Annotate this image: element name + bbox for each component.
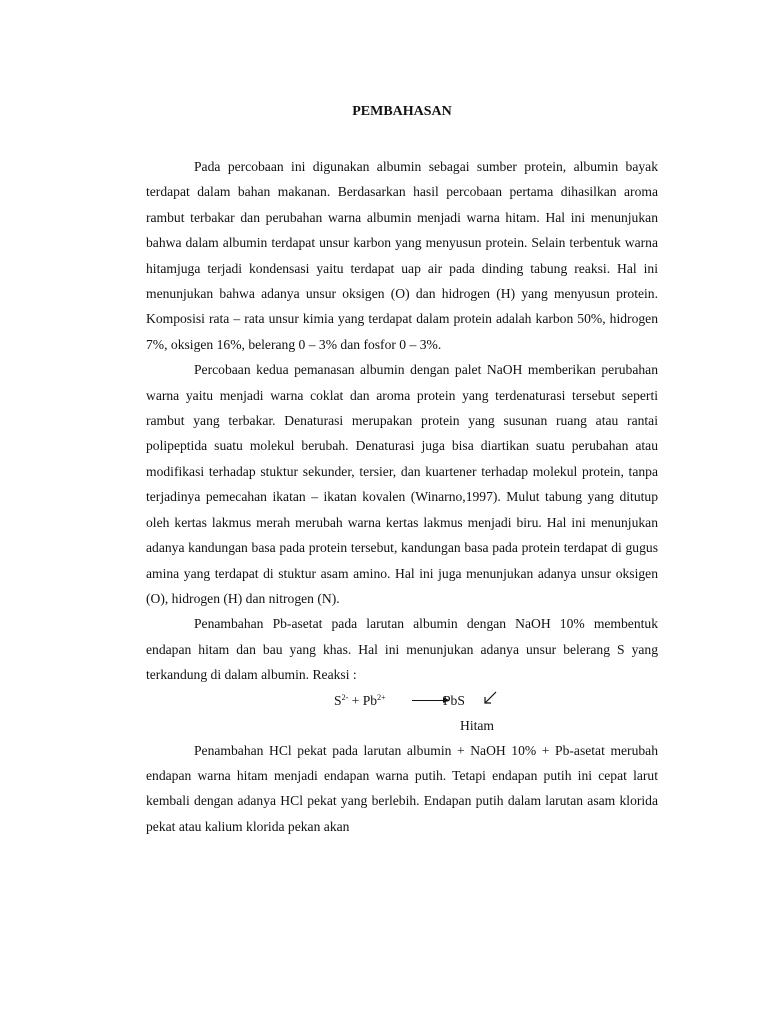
document-page bbox=[146, 100, 658, 839]
reaction-product: PbS bbox=[443, 692, 465, 708]
precipitate-label-row bbox=[146, 713, 658, 738]
lead-charge: 2+ bbox=[377, 692, 386, 702]
reaction-reactants bbox=[334, 688, 386, 713]
precipitate-arrow-icon bbox=[482, 690, 498, 706]
plus-sign: + bbox=[348, 692, 363, 708]
page-title: PEMBAHASAN bbox=[352, 104, 452, 119]
reaction-equation bbox=[146, 688, 658, 713]
precipitate-label: Hitam bbox=[460, 717, 494, 733]
paragraph-3: Penambahan Pb-asetat pada larutan albumin dengan NaOH 10% membentuk endapan hitam dan bau yang khas. Hal ini menunjukan adanya unsur belerang S yang terkandung di dalam albumin. Reaksi : bbox=[146, 616, 658, 683]
sulfur-symbol: S bbox=[334, 692, 342, 708]
lead-symbol: Pb bbox=[362, 692, 378, 708]
paragraph-1: Pada percobaan ini digunakan albumin sebagai sumber protein, albumin bayak terdapat dalam bahan makanan. Berdasarkan hasil percobaan pertama dihasilkan aroma rambut terbakar dan perubahan warna albumin menjadi warna hitam. Hal ini menunjukan bahwa dalam albumin terdapat unsur karbon yang menyusun protein. Selain terbentuk warna hitamjuga terjadi kondensasi yaitu terdapat uap air pada dinding tabung reaksi. Hal ini menunjukan bahwa adanya unsur oksigen (O) dan hidrogen (H) yang menyusun protein. Komposisi rata – rata unsur kimia yang terdapat dalam protein adalah karbon 50%, hidrogen 7%, oksigen 16%, belerang 0 – 3% dan fosfor 0 – 3%. bbox=[146, 159, 658, 352]
paragraph-4: Penambahan HCl pekat pada larutan albumin + NaOH 10% + Pb-asetat merubah endapan warna hitam menjadi endapan warna putih. Tetapi endapan putih ini cepat larut kembali dengan adanya HCl pekat yang berlebih. Endapan putih dalam larutan asam klorida pekat atau kalium klorida pekan akan bbox=[146, 742, 658, 834]
paragraph-2: Percobaan kedua pemanasan albumin dengan palet NaOH memberikan perubahan warna yaitu menjadi warna coklat dan aroma protein yang terdenaturasi tersebut seperti rambut yang terbakar. Denaturasi merupakan protein yang susunan ruang atau rantai polipeptida suatu molekul berubah. Denaturasi juga bisa diartikan suatu perubahan atau modifikasi terhadap stuktur sekunder, tersier, dan kuartener terhadap molekul protein, tanpa terjadinya pemecahan ikatan – ikatan kovalen (Winarno,1997). Mulut tabung yang ditutup oleh kertas lakmus merah merubah warna kertas lakmus menjadi biru. Hal ini menunjukan adanya kandungan basa pada protein tersebut, kandungan basa pada protein terdapat di gugus amina yang terdapat di stuktur asam amino. Hal ini juga menunjukan adanya unsur oksigen (O), hidrogen (H) dan nitrogen (N). bbox=[146, 362, 658, 606]
sulfur-charge: 2- bbox=[341, 692, 349, 702]
